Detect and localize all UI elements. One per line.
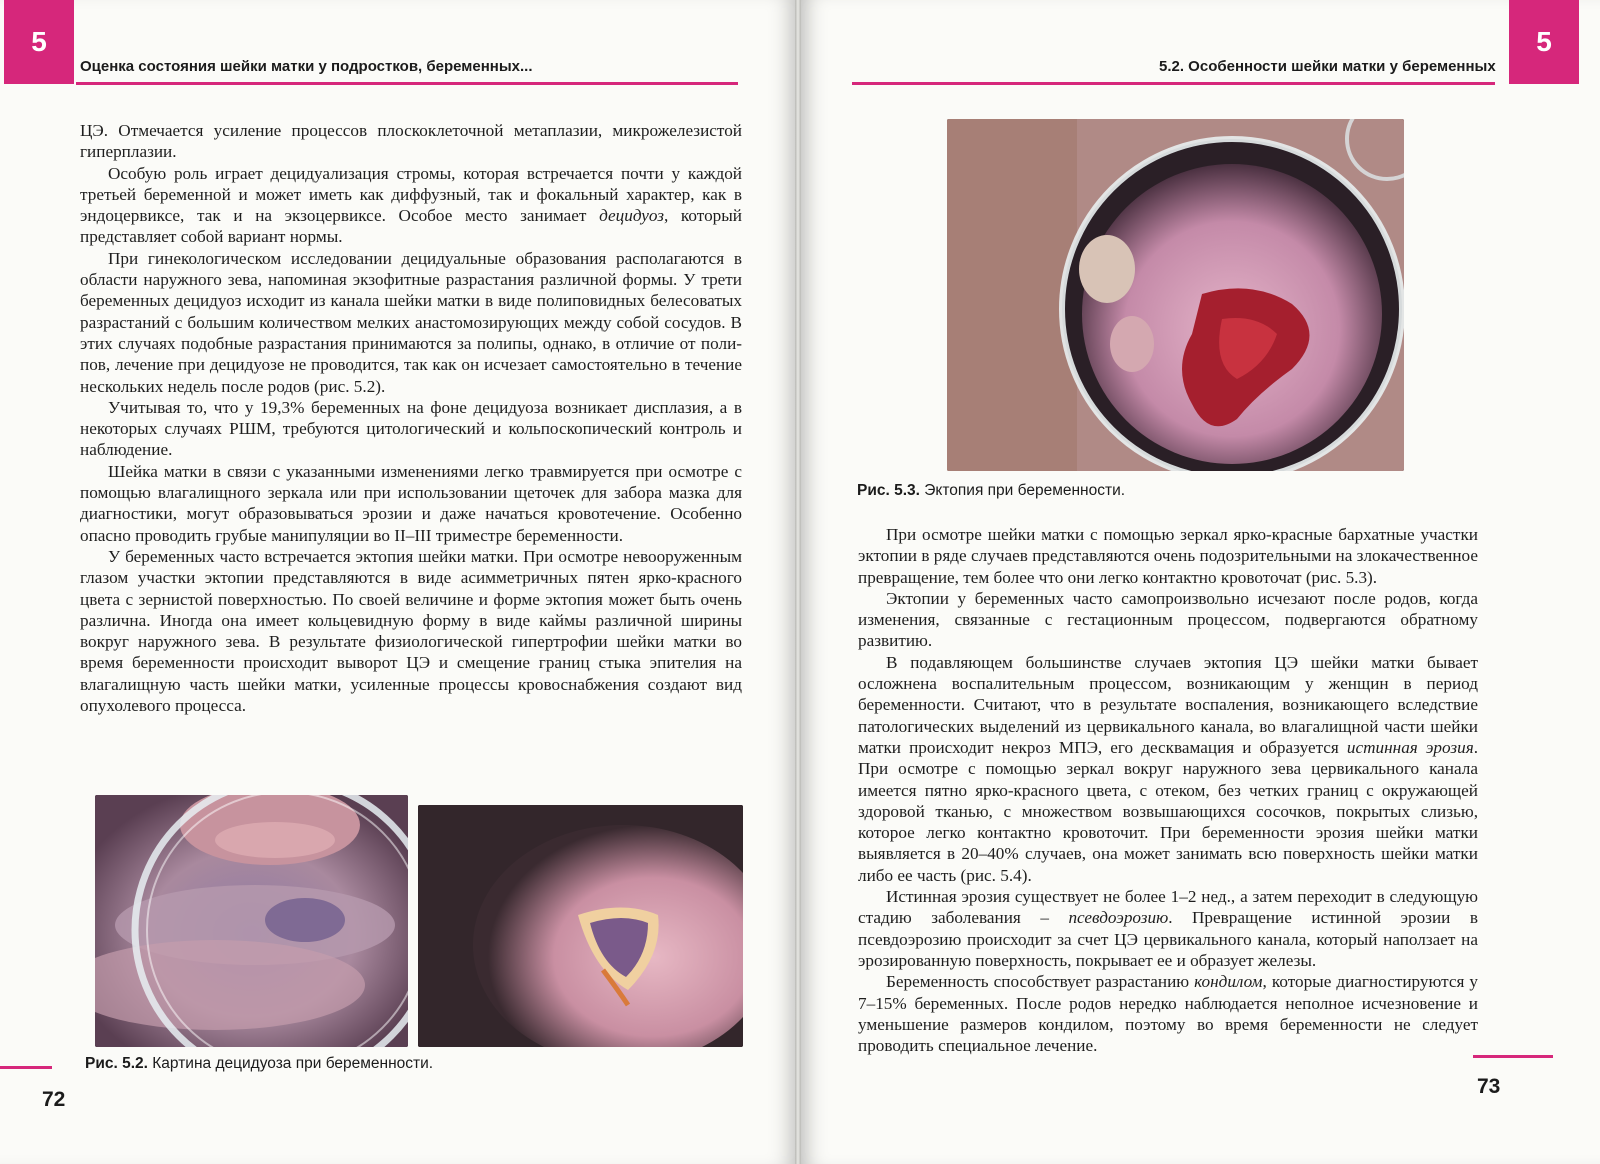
figure-caption — [85, 1055, 433, 1073]
paragraph: При гинекологическом исследовании децидуальные образования располагаются в области наружного зева, напоминая экзофитные разрастания различной формы. У трети беременных децидуоз исходит из канала шейки матки в виде полиповидных белесоватых разрастаний с большим количеством мелких анастомозирующих между собой сосудов. В этих случаях подобные разрастания принимаются за полипы, однако, в отличие от полипов, лечение при децидуозе не проводится, так как он исчезает самостоятельно в течение нескольких недель после родов (рис. 5.2). — [80, 248, 742, 396]
term-pseudoerosion: псевдоэрозию — [1068, 908, 1169, 928]
paragraph: ЦЭ. Отмечается усиление процессов плоскоклеточной метаплазии, микрожелезистой гиперплазии. — [80, 121, 742, 162]
right-page — [801, 0, 1600, 1164]
page-number: 72 — [42, 1088, 66, 1111]
figure-label: Рис. 5.3. — [857, 482, 920, 499]
footer-rule — [1473, 1055, 1553, 1058]
paragraph: Истинная эрозия существует не более 1–2 нед., а затем переходит в следующую стадию заболевания – псевдоэрозию. Превращение истинной эрозии в псевдоэрозию происходит за счет ЦЭ цервикального канала, который наползает на эрозированную поверхность, покрывает ее и образует железы. — [858, 887, 1478, 970]
paragraph: Эктопии у беременных часто самопроизвольно исчезают после родов, когда изменения, связанные с гестационным процессом, подвергаются обратному развитию. — [858, 588, 1478, 651]
paragraph: Шейка матки в связи с указанными изменениями легко травмируется при осмотре с помощью влагалищного зеркала или при использовании щеточек для забора мазка для диагностики, могут образовываться эрозии и даже начаться кровотечение. Особенно опасно проводить грубые манипуляции во II–III триместре беременности. — [80, 461, 742, 545]
running-head: 5.2. Особенности шейки матки у беременных — [1159, 58, 1496, 75]
paragraph: При осмотре шейки матки с помощью зеркал ярко-красные бархатные участки эктопии в ряде случаев представляются очень подозрительными на злокачественное превращение, тем более что они легко контактно кровоточат (рис. 5.3). — [858, 525, 1478, 587]
body-text — [858, 524, 1478, 1056]
header-rule — [76, 82, 738, 85]
footer-rule — [0, 1066, 52, 1069]
chapter-tab: 5 — [1509, 0, 1579, 84]
photo-illustration — [947, 119, 1404, 471]
running-head: Оценка состояния шейки матки у подростков, беременных... — [80, 58, 533, 75]
paragraph: У беременных часто встречается эктопия шейки матки. При осмотре невооруженным глазом участки эктопии представляются в виде асимметричных пятен ярко-красного цвета с зернистой поверхностью. По своей величине и форме эктопия может быть очень различна. Иногда она имеет кольцевидную форму в виде каймы различной ширины вокруг наружного зева. В результате физиологической гипертрофии шейки матки во время беременности происходит выворот ЦЭ и смещение границ стыка эпителия на влагалищную часть шейки матки, усиленные процессы кровоснабжения создают вид опухолевого процесса. — [80, 546, 742, 716]
photo-illustration — [95, 795, 408, 1047]
figure-5-2-photo-speculum — [95, 795, 408, 1047]
paragraph: Учитывая то, что у 19,3% беременных на фоне децидуоза возникает дисплазия, а в некоторых случаях РШМ, требуются цитологический и кольпоскопический контроль и наблюдение. — [80, 397, 742, 460]
paragraph: В подавляющем большинстве случаев эктопия ЦЭ шейки матки бывает осложнена воспалительным процессом, возникающим у женщин в период беременности. Считают, что в результате воспаления, возникающего вследствие патологических выделений из цервикального канала, во влагалищной части шейки матки происходит некроз МПЭ, его десквамация и образуется истинная эрозия. При осмотре с помощью зеркал вокруг наружного зева цервикального канала имеется пятно ярко-красного цвета, с отеком, без четких границ с окружающей здоровой тканью, с множеством возвышающихся сосочков, покрытых слизью, которое легко контактно кровоточит. При беременности эрозия шейки матки выявляется в 20–40% случаев, она может занимать всю поверхность шейки матки либо ее часть (рис. 5.4). — [858, 652, 1478, 885]
figure-caption-text: Картина децидуоза при беременности. — [147, 1055, 434, 1072]
body-text — [80, 120, 742, 716]
figure-caption — [857, 482, 1125, 500]
left-page — [0, 0, 795, 1164]
figure-5-2-photo-cervix — [418, 805, 743, 1047]
page-number: 73 — [1477, 1075, 1501, 1098]
figure-5-3-photo-ectopia — [947, 119, 1404, 471]
term-condylomas: кондилом — [1194, 972, 1263, 992]
paragraph: Особую роль играет децидуализация стромы, которая встречается почти у каждой третьей беременной и может иметь как диффузный, так и фокальный характер, как в эндоцервиксе, так и на экзоцервиксе. Особое место занимает децидуоз, который представляет собой вариант нормы. — [80, 163, 742, 247]
term-true-erosion: истинная эрозия — [1346, 737, 1474, 757]
paragraph: Беременность способствует разрастанию кондилом, которые диагностируются у 7–15% беременных. После родов нередко наблюдается неполное исчезновение и уменьшение размеров кондилом, поэтому во время беременности не следует проводить специальное лечение. — [858, 972, 1478, 1056]
term-deciduosis: децидуоз — [599, 206, 664, 226]
figure-label: Рис. 5.2. — [85, 1055, 148, 1072]
figure-caption-text: Эктопия при беременности. — [919, 482, 1126, 499]
chapter-tab: 5 — [4, 0, 74, 84]
photo-illustration — [418, 805, 743, 1047]
header-rule — [852, 82, 1495, 85]
